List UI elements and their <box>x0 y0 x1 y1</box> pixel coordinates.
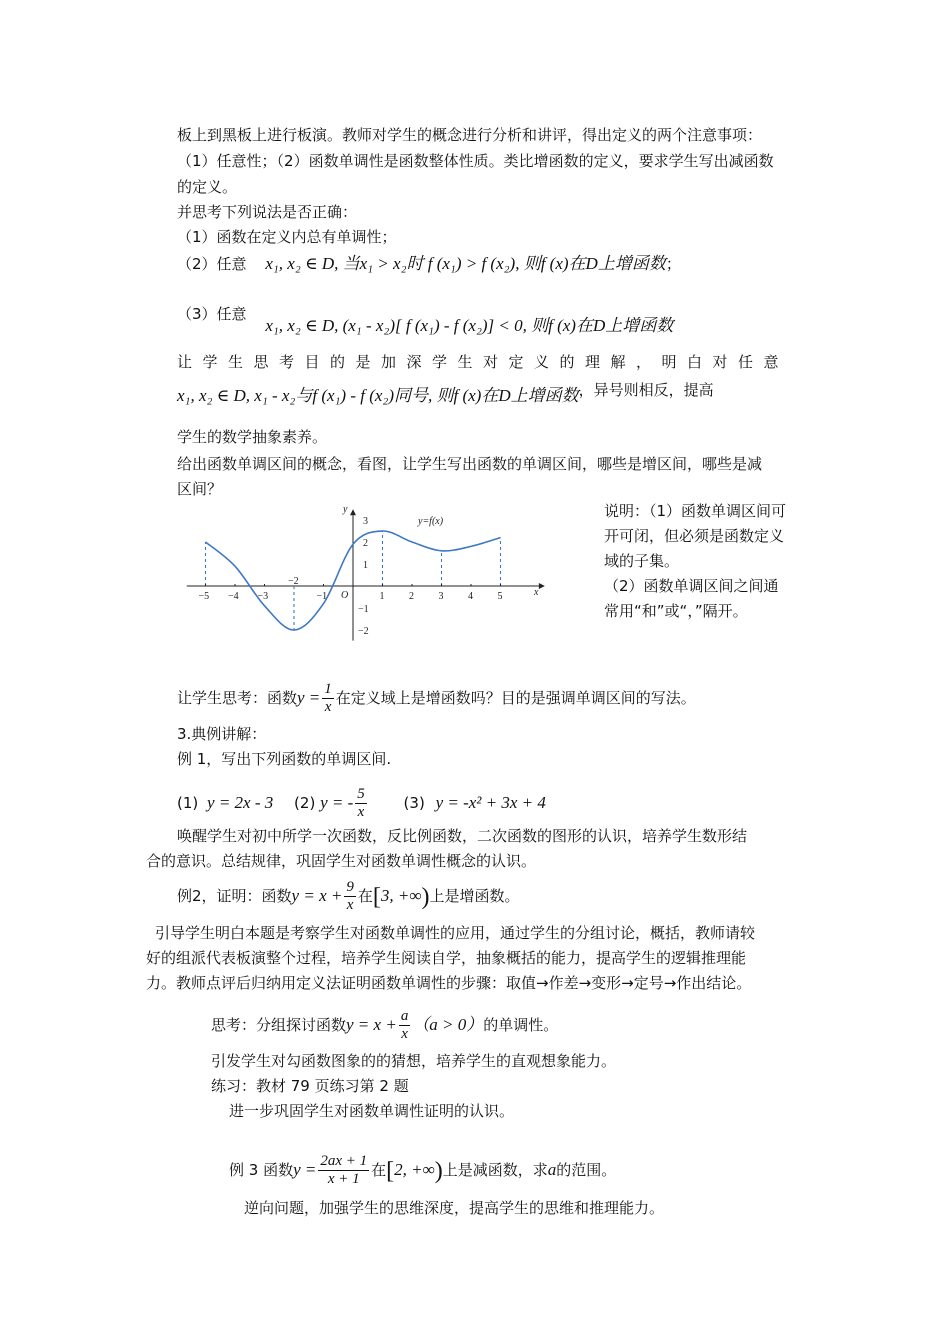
math-expression: y = <box>297 688 321 707</box>
paragraph-text: 让学生思考：函数 <box>177 689 298 707</box>
graph-axes <box>187 509 545 640</box>
math-variable: a <box>547 1160 557 1179</box>
bracket: ) <box>421 884 430 910</box>
paragraph-line: 引导学生明白本题是考察学生对函数单调性的应用，通过学生的分组讨论，概括，教师请较 <box>155 924 756 942</box>
x-tick-label: −5 <box>198 591 210 602</box>
example-1-title: 例 1，写出下列函数的单调区间. <box>177 750 392 768</box>
function-label: y=f(x) <box>418 516 444 527</box>
math-expression: y = -x² + 3x + 4 <box>435 793 546 812</box>
fraction <box>344 879 356 914</box>
fraction <box>318 1153 369 1188</box>
note-line: 域的子集。 <box>604 552 680 570</box>
math-expression: y = 2x - 3 <box>207 793 274 812</box>
math-expression: y = x + <box>346 1015 397 1034</box>
paragraph-line: 唤醒学生对初中所学一次函数，反比例函数，二次函数的图形的认识，培养学生数形结 <box>177 827 748 845</box>
paragraph-text: 的范围。 <box>556 1161 617 1179</box>
denominator: x + 1 <box>327 1171 360 1187</box>
paragraph-line: 进一步巩固学生对函数单调性证明的认识。 <box>229 1102 515 1120</box>
paragraph-text: 思考：分组探讨函数 <box>211 1016 347 1034</box>
x-tick-label: 5 <box>497 591 503 602</box>
item-label: (1) <box>177 794 199 812</box>
paragraph-line: 引发学生对勾函数图象的的猜想，培养学生的直观想象能力。 <box>211 1052 617 1070</box>
y-tick-label: −2 <box>358 626 369 637</box>
y-axis-label: y <box>343 504 348 515</box>
math-expression: 3, +∞ <box>380 886 422 905</box>
denominator: x <box>324 699 332 715</box>
condition: （a > 0） <box>412 1015 484 1034</box>
x-tick-label: 4 <box>468 591 473 602</box>
fraction <box>399 1008 411 1043</box>
example-3 <box>229 1153 616 1188</box>
math-expression: x₁, x₂ ∈ D, 当x₁ > x₂时 f (x₁) > f (x₂), 则f (x)在D上增函数 <box>265 254 666 273</box>
fraction <box>322 681 334 716</box>
math-expression: x₁, x₂ ∈ D, x₁ - x₂与f (x₁) - f (x₂)同号, 则f (x)在D上增函数 <box>177 386 579 405</box>
think-3 <box>211 1008 558 1043</box>
math-expression: y = x + <box>291 886 343 905</box>
x-tick-label: 1 <box>379 591 385 602</box>
example-2 <box>177 879 519 914</box>
note-line: 开可闭，但必须是函数定义 <box>604 527 785 545</box>
think-intro: 并思考下列说法是否正确： <box>177 203 358 221</box>
x-axis-label: x <box>534 587 539 598</box>
numerator: 5 <box>357 786 365 802</box>
note-line: 说明：（1）函数单调区间可 <box>604 502 787 520</box>
x-tick-label: −3 <box>257 591 269 602</box>
paragraph-text: 例 3 函数 <box>229 1161 294 1179</box>
x-tick-label: −4 <box>228 591 239 602</box>
y-tick-label: 3 <box>363 516 368 527</box>
paragraph-line: 的定义。 <box>177 178 238 196</box>
paragraph-line: 合的意识。总结规律，巩固学生对函数单调性概念的认识。 <box>146 852 537 870</box>
note-line: （2）函数单调区间之间通 <box>604 577 779 595</box>
denominator: x <box>357 804 365 820</box>
y-axis-arrow <box>350 509 356 515</box>
denominator: x <box>401 1026 408 1042</box>
origin-label: O <box>341 590 349 601</box>
y-tick-label: 1 <box>363 560 368 571</box>
item-label: (2) <box>294 794 316 812</box>
numerator: 2ax + 1 <box>320 1153 368 1169</box>
paragraph-text: 在定义域上是增函数吗？目的是强调单调区间的写法。 <box>335 689 696 707</box>
x-axis-arrow <box>539 583 545 589</box>
paragraph-line: 逆向问题，加强学生的思维深度，提高学生的思维和推理能力。 <box>244 1199 665 1217</box>
example-1-functions <box>177 786 546 821</box>
bracket: [ <box>372 884 381 910</box>
section-heading: 3.典例讲解： <box>177 725 267 743</box>
math-expression: y = <box>293 1160 317 1179</box>
paragraph-line: 力。教师点评后归纳用定义法证明函数单调性的步骤：取值→作差→变形→定号→作出结论。 <box>146 974 752 992</box>
item-label: (3) <box>403 794 425 812</box>
paragraph-line: 学生的数学抽象素养。 <box>177 428 328 446</box>
x-tick-label: 2 <box>409 591 414 602</box>
paragraph-text: 上是减函数，求 <box>442 1161 548 1179</box>
note-line: 常用“和”或“，”隔开。 <box>604 602 748 620</box>
min-x-annotation: −2 <box>288 576 299 587</box>
paragraph-text: 在 <box>357 887 373 905</box>
paragraph-text: 的单调性。 <box>483 1016 559 1034</box>
bracket: [ <box>386 1158 395 1184</box>
paragraph-line: 板上到黑板上进行板演。教师对学生的概念进行分析和讲评，得出定义的两个注意事项： <box>177 126 763 144</box>
paragraph-line: 好的组派代表板演整个过程，培养学生阅读自学，抽象概括的能力，提高学生的逻辑推理能 <box>146 949 747 967</box>
x-tick-label: 3 <box>438 591 444 602</box>
statement-label: （2）任意 <box>177 255 247 273</box>
y-tick-label: −1 <box>358 604 369 615</box>
numerator: a <box>400 1008 409 1024</box>
numerator: 9 <box>346 879 354 895</box>
purpose-math-line <box>177 378 714 405</box>
fraction <box>355 786 367 821</box>
math-expression: y = - <box>320 793 354 812</box>
paragraph-line: 区间？ <box>177 480 223 498</box>
paragraph-line: 给出函数单调区间的概念，看图，让学生写出函数的单调区间，哪些是增区间，哪些是减 <box>177 455 763 473</box>
paragraph-text: 例2，证明：函数 <box>177 887 292 905</box>
statement-2 <box>177 252 681 276</box>
practice-line: 练习：教材 79 页练习第 2 题 <box>211 1077 409 1095</box>
paragraph-text: 在 <box>371 1161 387 1179</box>
math-expression: x₁, x₂ ∈ D, (x₁ - x₂)[ f (x₁) - f (x₂)] < 0, 则f (x)在D上增函数 <box>265 316 674 335</box>
math-expression: 2, +∞ <box>394 1160 435 1179</box>
statement-3 <box>177 302 674 335</box>
paragraph-line: （1）任意性；（2）函数单调性是函数整体性质。类比增函数的定义，要求学生写出减函数 <box>177 152 774 170</box>
bracket: ) <box>434 1158 443 1184</box>
paragraph-text: ，异号则相反，提高 <box>578 381 714 399</box>
function-graph <box>178 500 558 650</box>
denominator: x <box>346 897 354 913</box>
paragraph-line: 让学生思考目的是加深学生对定义的理解，明白对任意 <box>177 353 790 371</box>
statement-label: （3）任意 <box>177 305 247 323</box>
paragraph-text: 上是增函数。 <box>429 887 520 905</box>
think-2 <box>177 681 696 716</box>
numerator: 1 <box>324 681 332 697</box>
punctuation: ； <box>665 255 681 273</box>
statement-1: （1）函数在定义内总有单调性； <box>177 228 397 246</box>
x-tick-label: −1 <box>316 591 328 602</box>
y-tick-label: 2 <box>363 538 368 549</box>
